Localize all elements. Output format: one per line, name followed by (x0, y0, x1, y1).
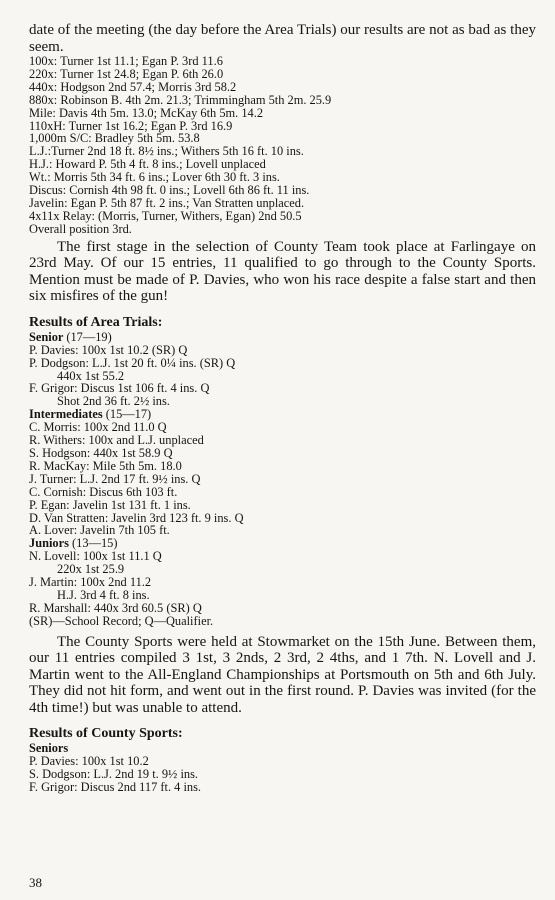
result-line: Wt.: Morris 5th 34 ft. 6 ins.; Lover 6th 30 ft. 3 ins. (29, 170, 280, 185)
result-line: 100x: Turner 1st 11.1; Egan P. 3rd 11.6 (29, 54, 223, 68)
intro-paragraph: date of the meeting (the day before the Area Trials) our results are not as bad as they seem. (29, 22, 536, 55)
result-line: R. Withers: 100x and L.J. unplaced (29, 433, 204, 448)
result-line: 880x: Robinson B. 4th 2m. 21.3; Trimmingham 5th 2m. 25.9 (29, 92, 332, 107)
result-line: C. Cornish: Discus 6th 103 ft. (29, 484, 178, 499)
result-line: H.J. 3rd 4 ft. 8 ins. (57, 588, 150, 603)
result-line: 220x: Turner 1st 24.8; Egan P. 6th 26.0 (29, 66, 224, 81)
result-line: J. Turner: L.J. 2nd 17 ft. 9½ ins. Q (29, 471, 201, 486)
county-sports-results (29, 742, 536, 794)
result-line: (SR)—School Record; Q—Qualifier. (29, 613, 214, 628)
juniors-label: Juniors (29, 536, 69, 551)
result-line: R. MacKay: Mile 5th 5m. 18.0 (29, 458, 182, 473)
senior-age-range: (17—19) (66, 329, 112, 344)
intermediates-results (29, 421, 536, 537)
result-line: Shot 2nd 36 ft. 2½ ins. (57, 394, 170, 409)
meeting-results-list (29, 55, 536, 236)
result-line: Mile: Davis 4th 5m. 13.0; McKay 6th 5m. 14.2 (29, 105, 264, 120)
area-trials-heading: Results of Area Trials: (29, 314, 163, 330)
result-line: 440x 1st 55.2 (57, 368, 125, 383)
result-line: P. Egan: Javelin 1st 131 ft. 1 ins. (29, 497, 191, 512)
result-line: P. Dodgson: L.J. 1st 20 ft. 0¼ ins. (SR) Q (29, 355, 236, 370)
result-line: R. Marshall: 440x 3rd 60.5 (SR) Q (29, 601, 202, 615)
result-line: S. Hodgson: 440x 1st 58.9 Q (29, 446, 173, 461)
body-column (29, 22, 536, 794)
result-line: 220x 1st 25.9 (57, 562, 125, 577)
result-line: D. Van Stratten: Javelin 3rd 123 ft. 9 ins. Q (29, 510, 244, 525)
senior-category (29, 331, 536, 344)
result-line: 1,000m S/C: Bradley 5th 5m. 53.8 (29, 131, 200, 146)
result-line: Javelin: Egan P. 5th 87 ft. 2 ins.; Van Stratten unplaced. (29, 195, 305, 210)
result-line: S. Dodgson: L.J. 2nd 19 t. 9½ ins. (29, 767, 199, 782)
result-line: 440x: Hodgson 2nd 57.4; Morris 3rd 58.2 (29, 79, 237, 94)
result-line: L.J.:Turner 2nd 18 ft. 8½ ins.; Withers 5th 16 ft. 10 ins. (29, 144, 304, 159)
juniors-age-range: (13—15) (72, 536, 118, 551)
result-line: 110xH: Turner 1st 16.2; Egan P. 3rd 16.9 (29, 118, 233, 133)
juniors-results (29, 550, 536, 627)
result-line: F. Grigor: Discus 2nd 117 ft. 4 ins. (29, 780, 202, 795)
senior-results (29, 344, 536, 409)
county-sports-heading: Results of County Sports: (29, 726, 183, 742)
result-line: C. Morris: 100x 2nd 11.0 Q (29, 420, 167, 435)
result-line: 4x11x Relay: (Morris, Turner, Withers, Egan) 2nd 50.5 (29, 208, 302, 223)
county-team-paragraph: The first stage in the selection of County Team took place at Farlingaye on 23rd May. Of our 15 entries, 11 qualified to go through to the County Sports. Mention must be made of P. Davies, who won his race despite a false start and then six misfires of the gun! (29, 238, 536, 305)
result-line: P. Davies: 100x 1st 10.2 (SR) Q (29, 342, 188, 357)
page-number: 38 (29, 875, 42, 890)
county-sports-lines (29, 755, 536, 794)
intermediates-age-range: (15—17) (105, 407, 152, 422)
result-line: H.J.: Howard P. 5th 4 ft. 8 ins.; Lovell unplaced (29, 157, 266, 172)
result-line: P. Davies: 100x 1st 10.2 (29, 754, 149, 769)
result-line: N. Lovell: 100x 1st 11.1 Q (29, 549, 162, 564)
result-line: Discus: Cornish 4th 98 ft. 0 ins.; Lovell 6th 86 ft. 11 ins. (29, 183, 310, 198)
result-line: A. Lover: Javelin 7th 105 ft. (29, 523, 170, 538)
result-line: J. Martin: 100x 2nd 11.2 (29, 575, 152, 590)
result-line: F. Grigor: Discus 1st 106 ft. 4 ins. Q (29, 381, 210, 396)
county-sports-paragraph: The County Sports were held at Stowmarket on the 15th June. Between them, our 11 entries compiled 3 1st, 3 2nds, 2 3rd, 2 4ths, and 1 7th. N. Lovell and J. Martin went to the All-England Championships at Portsmouth on 5th and 6th July. They did not hit form, and went out in the first round. P. Davies was invited (for the 4th time!) but was unable to attend. (29, 633, 536, 716)
area-trials-results (29, 331, 536, 628)
result-line: Overall position 3rd. (29, 221, 132, 236)
seniors-category: Seniors (29, 741, 69, 756)
intermediates-label: Intermediates (29, 407, 103, 422)
senior-label: Senior (29, 329, 64, 344)
